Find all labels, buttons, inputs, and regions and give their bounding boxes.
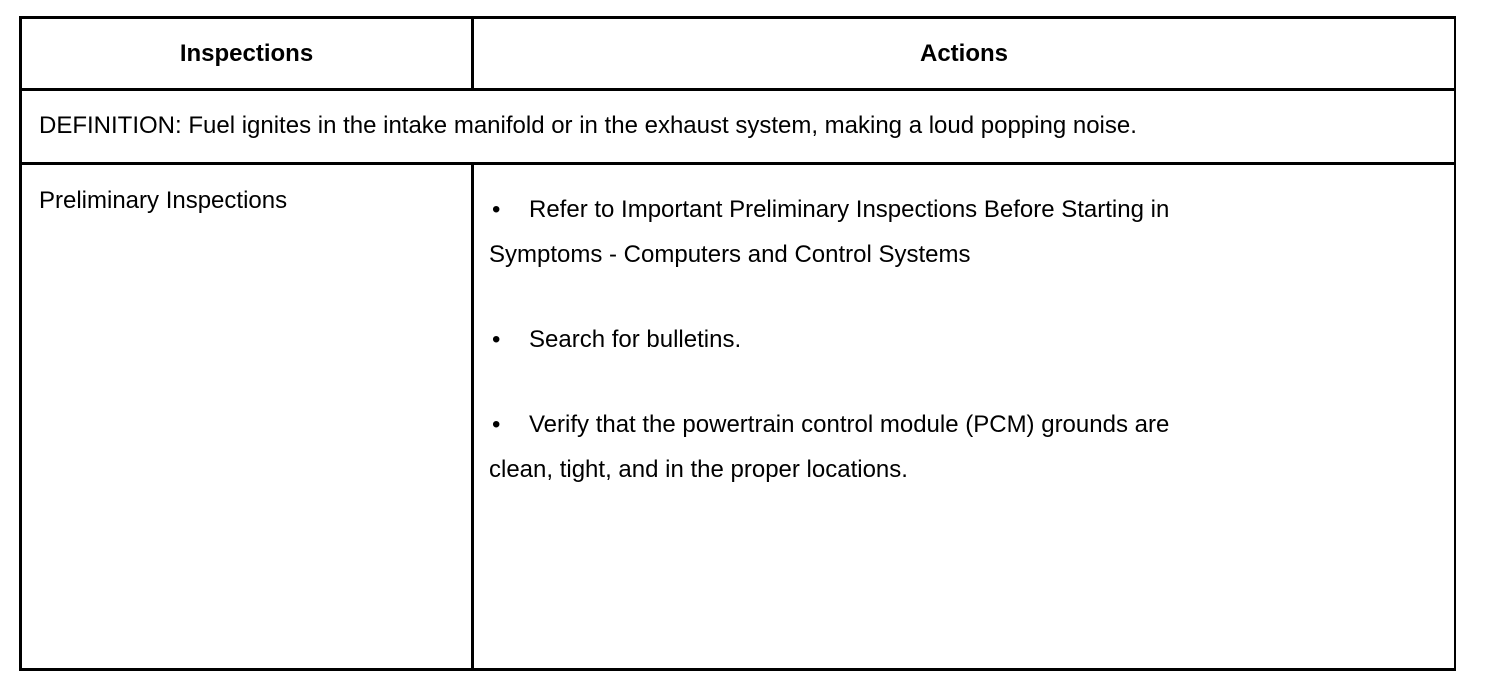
column-divider: [471, 165, 474, 668]
bullet-icon: •: [492, 196, 501, 223]
header-actions: Actions: [919, 40, 1008, 67]
bullet-icon: •: [492, 411, 501, 438]
action-text: Refer to Important Preliminary Inspections Before Starting in: [529, 196, 1170, 223]
action-item: [489, 187, 1289, 277]
action-item: [489, 317, 1289, 362]
definition-text: DEFINITION: Fuel ignites in the intake manifold or in the exhaust system, making a loud popping noise.: [39, 112, 1137, 139]
table-row: [22, 165, 1454, 668]
action-text: clean, tight, and in the proper locations.: [489, 456, 908, 483]
action-item: [489, 402, 1289, 492]
actions-cell: [489, 187, 1289, 532]
inspection-table: [19, 16, 1456, 671]
inspection-cell: Preliminary Inspections: [39, 187, 288, 214]
bullet-icon: •: [492, 326, 501, 353]
action-text: Search for bulletins.: [529, 326, 742, 353]
header-inspections: Inspections: [179, 40, 314, 67]
action-text: Verify that the powertrain control module (PCM) grounds are: [529, 411, 1170, 438]
definition-row: [22, 91, 1454, 165]
action-text: Symptoms - Computers and Control Systems: [489, 241, 971, 268]
table-header-row: [22, 19, 1454, 91]
